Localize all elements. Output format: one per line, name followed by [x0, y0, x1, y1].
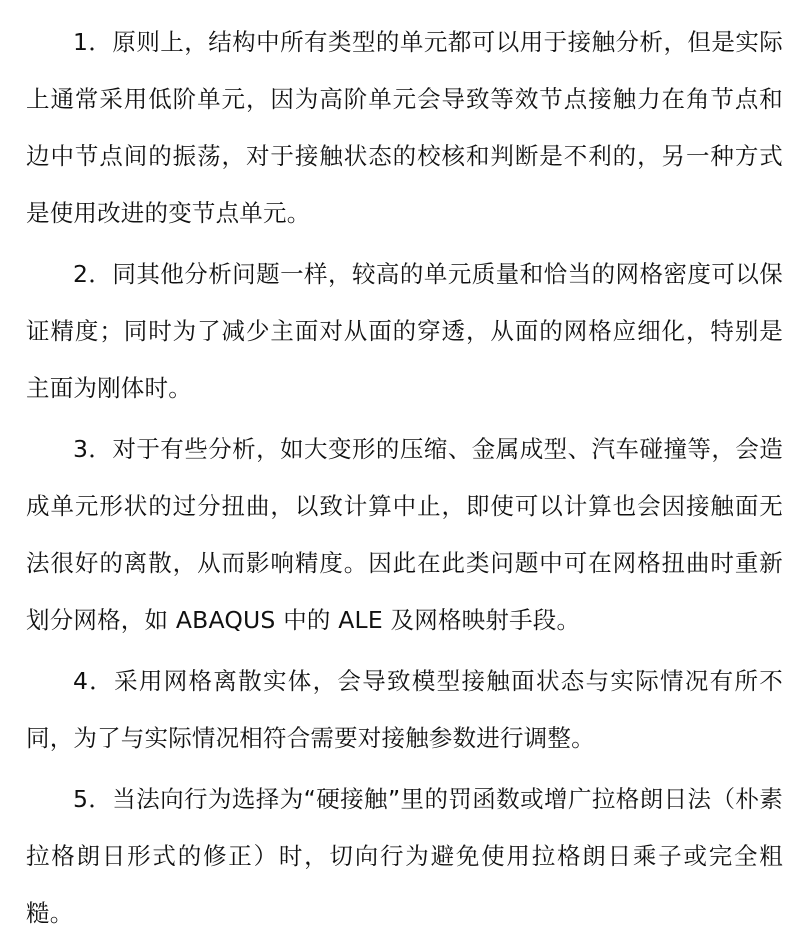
paragraph-5: 5．当法向行为选择为“硬接触”里的罚函数或增广拉格朗日法（朴素拉格朗日形式的修正）时，切向行为避免使用拉格朗日乘子或完全粗糙。 [26, 785, 783, 927]
paragraph-2: 2．同其他分析问题一样，较高的单元质量和恰当的网格密度可以保证精度；同时为了减少主面对从面的穿透，从面的网格应细化，特别是主面为刚体时。 [26, 260, 783, 402]
paragraph-4: 4．采用网格离散实体，会导致模型接触面状态与实际情况有所不同，为了与实际情况相符合需要对接触参数进行调整。 [26, 667, 783, 752]
paragraph-1: 1．原则上，结构中所有类型的单元都可以用于接触分析，但是实际上通常采用低阶单元，因为高阶单元会导致等效节点接触力在角节点和边中节点间的振荡，对于接触状态的校核和判断是不利的，另一种方式是使用改进的变节点单元。 [26, 28, 783, 227]
paragraph-3: 3．对于有些分析，如大变形的压缩、金属成型、汽车碰撞等，会造成单元形状的过分扭曲，以致计算中止，即使可以计算也会因接触面无法很好的离散，从而影响精度。因此在此类问题中可在网格扭曲时重新划分网格，如 ABAQUS 中的 ALE 及网格映射手段。 [26, 435, 783, 634]
